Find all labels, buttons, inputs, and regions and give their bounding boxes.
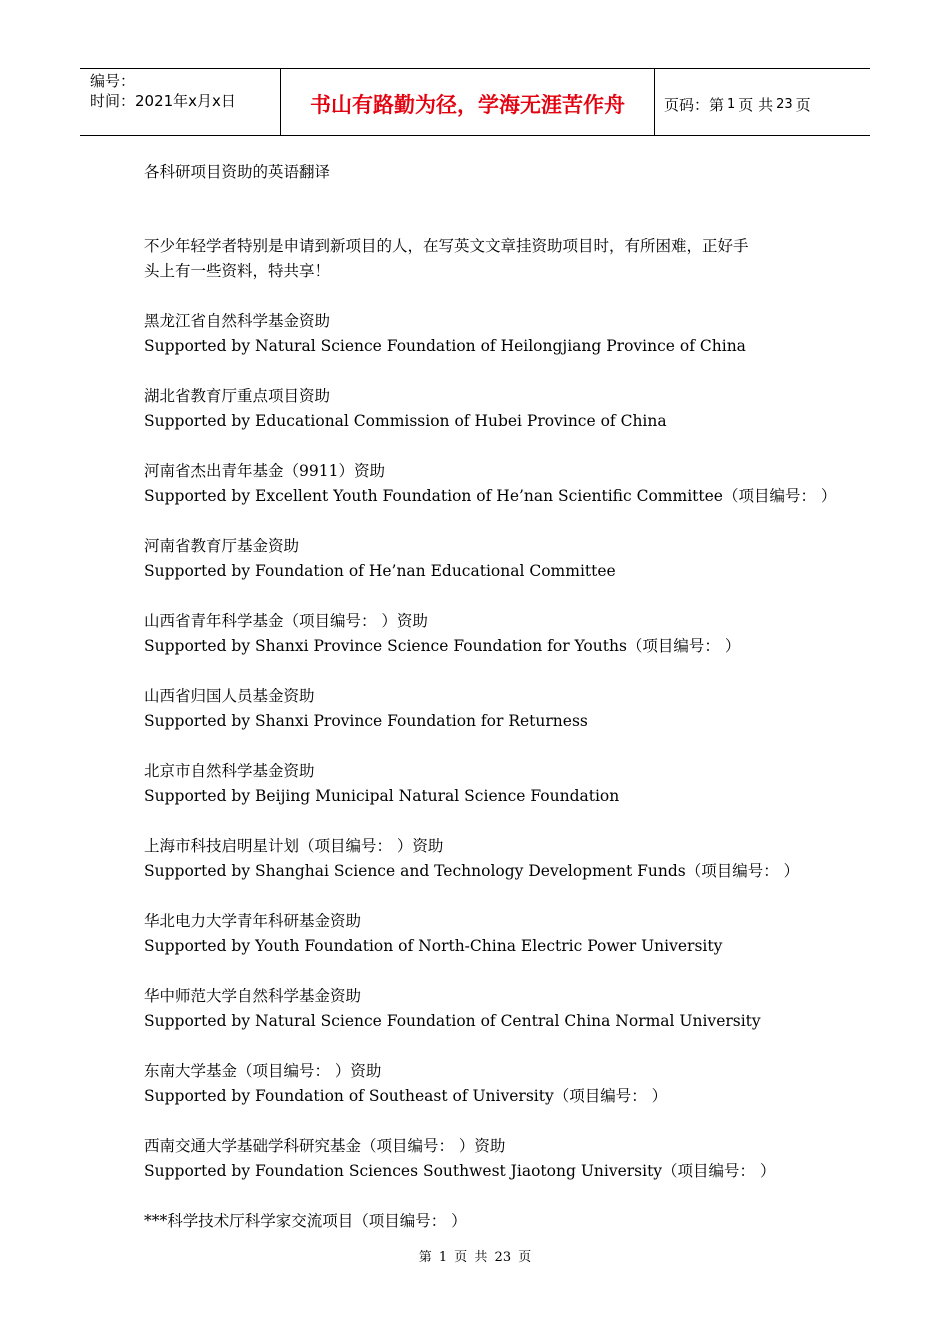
- page-current: 1: [727, 96, 736, 112]
- time-label: 时间：2021年x月x日: [90, 92, 236, 110]
- entry-chinese: 上海市科技启明星计划（项目编号： ）资助: [144, 837, 444, 855]
- entry-english: Supported by Educational Commission of Hubei Province of China: [144, 412, 667, 430]
- page-label: 页码：第: [664, 95, 725, 114]
- funding-entry: [144, 309, 824, 359]
- header-meta: [80, 69, 281, 135]
- header-page-info: [655, 69, 870, 135]
- entry-chinese: 西南交通大学基础学科研究基金（项目编号： ）资助: [144, 1137, 506, 1155]
- entry-english: Supported by Shanghai Science and Technology Development Funds（项目编号： ）: [144, 862, 800, 880]
- page-header: [80, 68, 870, 136]
- intro-line: 不少年轻学者特别是申请到新项目的人，在写英文文章挂资助项目时，有所困难，正好手: [144, 237, 749, 255]
- funding-entry: [144, 759, 824, 809]
- funding-entry: [144, 459, 837, 509]
- intro-paragraph: [144, 234, 824, 284]
- funding-entry: [144, 909, 824, 959]
- number-label: 编号：: [90, 72, 136, 90]
- entry-chinese: 河南省教育厅基金资助: [144, 537, 300, 555]
- entry-chinese: 山西省青年科学基金（项目编号： ）资助: [144, 612, 428, 630]
- funding-entry: [144, 684, 824, 734]
- entry-chinese: 北京市自然科学基金资助: [144, 762, 315, 780]
- entry-chinese: 华中师范大学自然科学基金资助: [144, 987, 362, 1005]
- funding-entry: [144, 1134, 824, 1184]
- entry-english: Supported by Youth Foundation of North-China Electric Power University: [144, 937, 723, 955]
- funding-entry: [144, 1059, 824, 1109]
- funding-entry: [144, 984, 824, 1034]
- page-footer: 第 1 页 共 23 页: [418, 1250, 532, 1265]
- entry-chinese: 河南省杰出青年基金（9911）资助: [144, 462, 385, 480]
- funding-entry: [144, 384, 824, 434]
- entry-english: Supported by Foundation Sciences Southwest Jiaotong University（项目编号： ）: [144, 1162, 776, 1180]
- entry-english: Supported by Natural Science Foundation of Central China Normal University: [144, 1012, 761, 1030]
- entry-chinese: 东南大学基金（项目编号： ）资助: [144, 1062, 382, 1080]
- entry-english: Supported by Shanxi Province Foundation for Returness: [144, 712, 588, 730]
- entry-chinese: 山西省归国人员基金资助: [144, 687, 315, 705]
- funding-entry: [144, 834, 824, 884]
- page-mid-label: 页 共: [738, 95, 774, 114]
- entry-chinese: 华北电力大学青年科研基金资助: [144, 912, 362, 930]
- entry-english: Supported by Foundation of He’nan Educational Committee: [144, 562, 616, 580]
- entry-chinese: 黑龙江省自然科学基金资助: [144, 312, 331, 330]
- funding-entry: [144, 534, 824, 584]
- entry-english: Supported by Beijing Municipal Natural Science Foundation: [144, 787, 620, 805]
- entry-english: Supported by Natural Science Foundation of Heilongjiang Province of China: [144, 337, 746, 355]
- document-body: [144, 160, 837, 1234]
- last-entry-chinese: ***科学技术厅科学家交流项目（项目编号： ）: [144, 1212, 467, 1230]
- page-end-label: 页: [795, 95, 811, 114]
- header-motto: 书山有路勤为径，学海无涯苦作舟: [281, 69, 655, 135]
- entry-chinese: 湖北省教育厅重点项目资助: [144, 387, 331, 405]
- entry-english: Supported by Foundation of Southeast of University（项目编号： ）: [144, 1087, 668, 1105]
- entry-english: Supported by Excellent Youth Foundation of He’nan Scientific Committee（项目编号： ）: [144, 487, 837, 505]
- entry-english: Supported by Shanxi Province Science Foundation for Youths（项目编号： ）: [144, 637, 741, 655]
- intro-line: 头上有一些资料，特共享！: [144, 262, 331, 280]
- page-total: 23: [776, 96, 793, 112]
- document-title: 各科研项目资助的英语翻译: [144, 163, 331, 181]
- funding-entry: [144, 609, 824, 659]
